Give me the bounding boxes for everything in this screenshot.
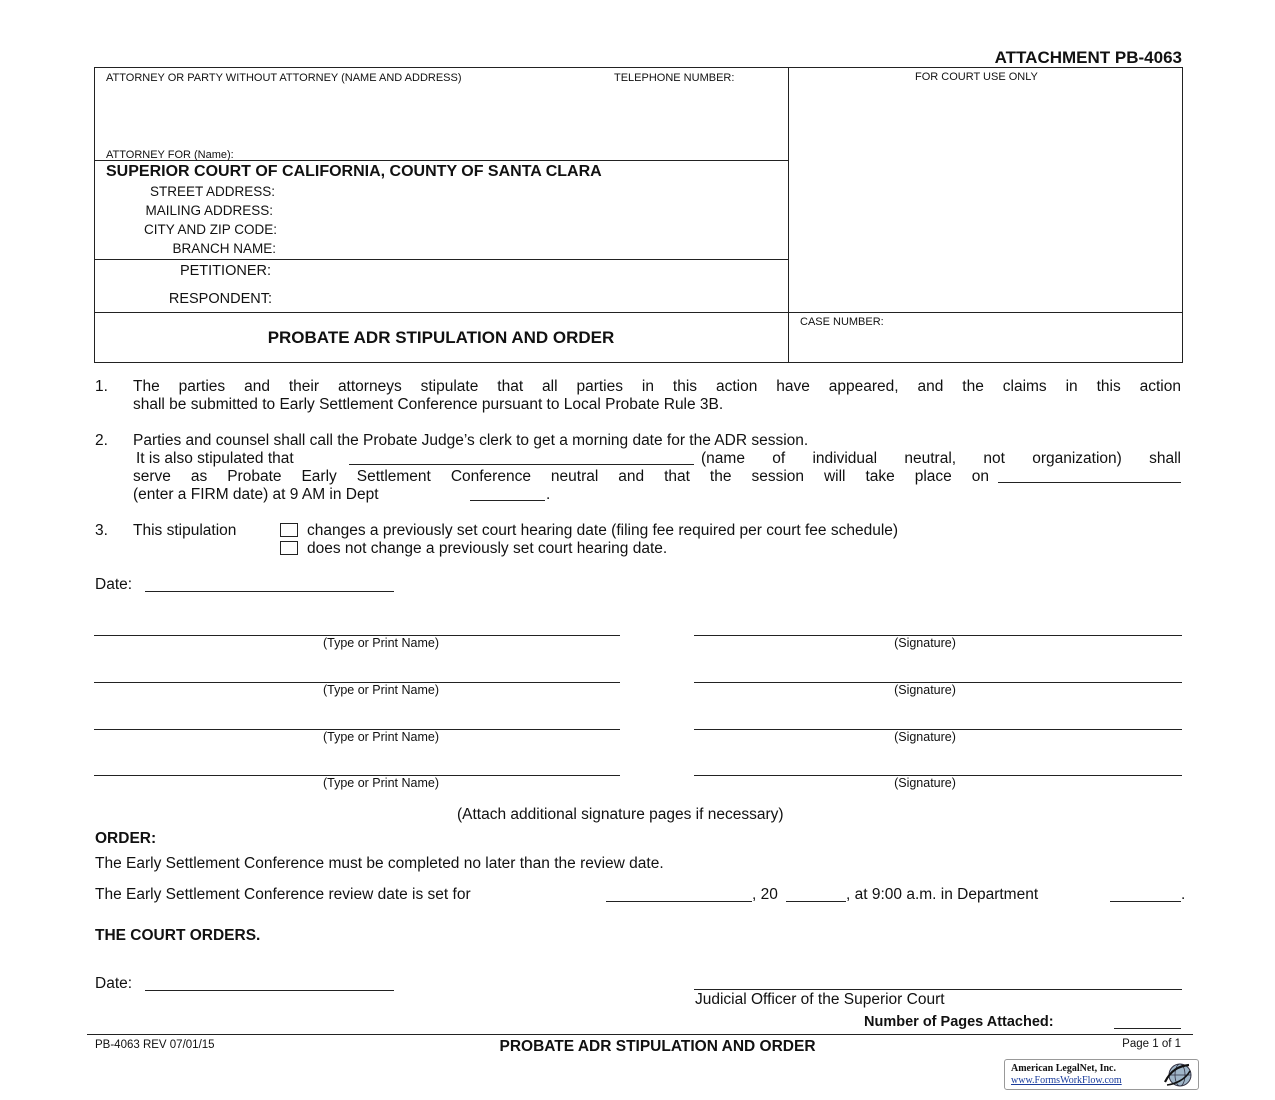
petitioner-label: PETITIONER: [179,263,271,279]
case-number-label: CASE NUMBER: [800,316,884,328]
court-orders-heading: THE COURT ORDERS. [95,927,261,944]
judicial-signature-line[interactable] [694,989,1182,990]
attach-note: (Attach additional signature pages if necessary) [457,806,784,823]
caption-divider [788,67,789,363]
order-heading: ORDER: [95,830,157,847]
footer-title: PROBATE ADR STIPULATION AND ORDER [499,1038,816,1055]
court-use-label: FOR COURT USE ONLY [915,71,1038,83]
stipulation-date-label: Date: [95,576,133,593]
name-caption-3: (Type or Print Name) [322,730,439,744]
forms-workflow-logo[interactable] [1004,1059,1199,1090]
page-number: Page 1 of 1 [1122,1038,1181,1050]
order-date-blank[interactable] [145,990,394,991]
item-3-option-2: does not change a previously set court hearing date. [307,540,668,557]
review-year-blank[interactable] [786,901,846,902]
globe-icon [1163,1062,1193,1088]
signature-caption-2: (Signature) [894,683,956,697]
item-1-line-1: The parties and their attorneys stipulate that all parties in this action have appeared, and the claims in this action [133,378,1181,395]
name-caption-2: (Type or Print Name) [322,683,439,697]
branch-name-label: BRANCH NAME: [172,241,276,256]
stipulation-date-blank[interactable] [145,591,394,592]
footer-rule [87,1034,1193,1035]
respondent-label: RESPONDENT: [168,291,272,307]
mailing-address-label: MAILING ADDRESS: [145,203,273,218]
court-name: SUPERIOR COURT OF CALIFORNIA, COUNTY OF SANTA CLARA [106,163,602,180]
name-caption-1: (Type or Print Name) [322,636,439,650]
attorney-label: ATTORNEY OR PARTY WITHOUT ATTORNEY (NAME AND ADDRESS) [106,72,462,84]
order-line-1: The Early Settlement Conference must be completed no later than the review date. [95,855,664,872]
logo-company: American LegalNet, Inc. [1011,1063,1116,1074]
form-title: PROBATE ADR STIPULATION AND ORDER [267,328,615,347]
item-3-option-1: changes a previously set court hearing date (filing fee required per court fee schedule) [307,522,899,539]
dept-blank[interactable] [470,500,545,501]
order-line-2-year: , 20 [752,886,778,903]
logo-url: www.FormsWorkFlow.com [1011,1075,1122,1086]
no-change-checkbox[interactable] [280,541,298,555]
form-revision: PB-4063 REV 07/01/15 [95,1039,215,1051]
item-3-number: 3. [95,522,108,539]
street-address-label: STREET ADDRESS: [149,184,275,199]
city-zip-label: CITY AND ZIP CODE: [143,222,277,237]
judicial-officer-caption: Judicial Officer of the Superior Court [695,991,945,1008]
signature-caption-1: (Signature) [894,636,956,650]
changes-date-checkbox[interactable] [280,523,298,537]
signature-caption-3: (Signature) [894,730,956,744]
session-date-blank[interactable] [998,482,1181,483]
telephone-label: TELEPHONE NUMBER: [614,72,735,84]
order-line-2-end: . [1181,886,1186,903]
item-1-line-2: shall be submitted to Early Settlement Conference pursuant to Local Probate Rule 3B. [133,396,724,413]
review-date-blank[interactable] [606,901,752,902]
order-line-2-dept: , at 9:00 a.m. in Department [846,886,1039,903]
title-divider [94,312,1183,313]
signature-caption-4: (Signature) [894,776,956,790]
item-2-line-4: (enter a FIRM date) at 9 AM in Dept [133,486,379,503]
neutral-name-blank[interactable] [349,464,694,465]
pages-attached-label: Number of Pages Attached: [864,1014,1054,1030]
court-divider [94,259,788,260]
attachment-number: ATTACHMENT PB-4063 [994,48,1182,67]
order-line-2-start: The Early Settlement Conference review date is set for [95,886,471,903]
name-caption-4: (Type or Print Name) [322,776,439,790]
item-2-line-2-end: (name of individual neutral, not organization) shall [701,450,1181,467]
review-dept-blank[interactable] [1110,901,1181,902]
item-3-lead: This stipulation [133,522,237,539]
item-2-line-2-start: It is also stipulated that [136,450,294,467]
item-2-number: 2. [95,432,108,449]
attorney-for-label: ATTORNEY FOR (Name): [106,149,234,161]
item-2-line-3: serve as Probate Early Settlement Conference neutral and that the session will take place on [133,468,989,485]
item-2-line-4-end: . [546,486,551,503]
item-2-line-1: Parties and counsel shall call the Probate Judge’s clerk to get a morning date for the ADR session. [133,432,809,449]
order-date-label: Date: [95,975,133,992]
item-1-number: 1. [95,378,108,395]
pages-attached-blank[interactable] [1114,1028,1181,1029]
